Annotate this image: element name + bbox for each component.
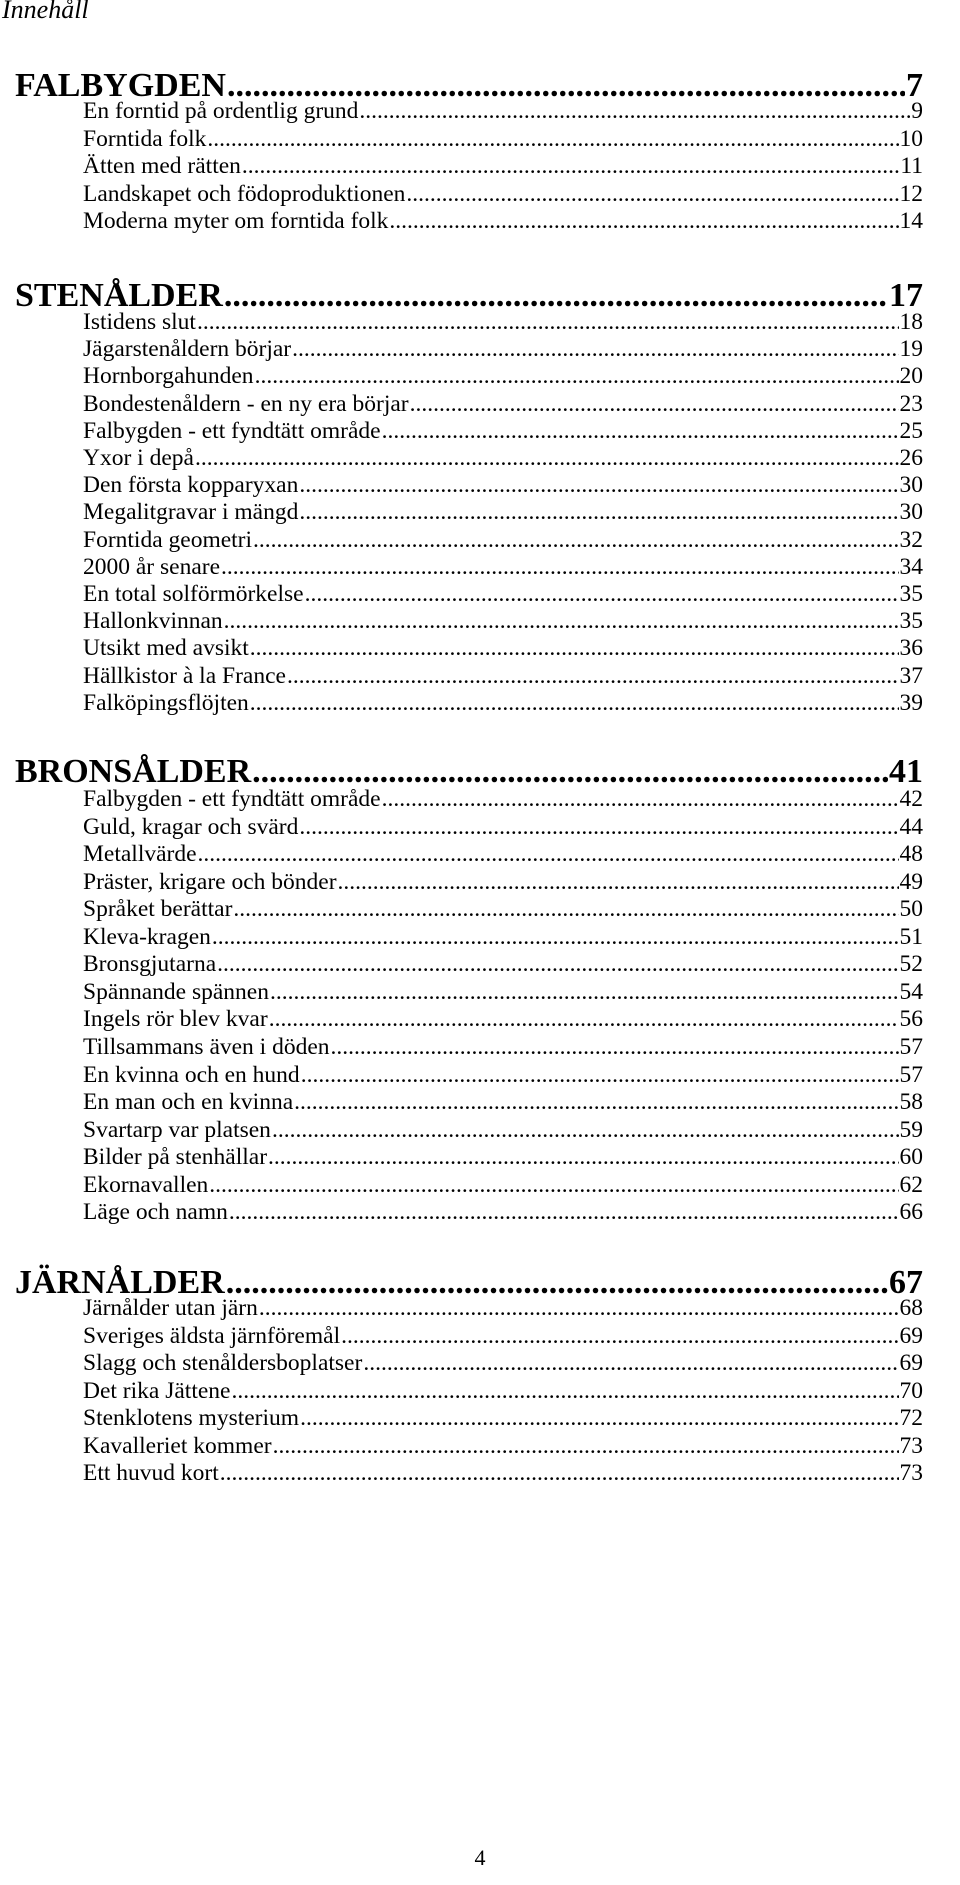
toc-section-entry[interactable] (83, 1377, 923, 1405)
toc-section-entry[interactable] (83, 580, 923, 608)
section-page-number: 52 (899, 951, 923, 978)
dot-leader (338, 868, 899, 896)
chapter-title: JÄRNÅLDER (15, 1264, 225, 1301)
dot-leader (331, 1033, 899, 1061)
toc-section-entry[interactable] (83, 308, 923, 336)
chapter-title: STENÅLDER (15, 277, 223, 314)
section-page-number: 69 (899, 1322, 923, 1349)
dot-leader (299, 498, 898, 526)
dot-leader (410, 390, 899, 418)
section-title: Bilder på stenhällar (83, 1144, 268, 1171)
dot-leader (250, 634, 899, 662)
chapter-page-number: 7 (906, 67, 923, 104)
dot-leader (233, 895, 898, 923)
section-page-number: 32 (899, 526, 923, 553)
dot-leader (221, 553, 898, 581)
dot-leader (389, 207, 898, 235)
section-title: En kvinna och en hund (83, 1061, 300, 1088)
section-title: Sveriges äldsta järnföremål (83, 1322, 341, 1349)
toc-section-entry[interactable] (83, 840, 923, 868)
toc-section-entry[interactable] (83, 634, 923, 662)
section-title: Bondestenåldern - en ny era börjar (83, 390, 409, 417)
toc-section-entry[interactable] (83, 335, 923, 363)
toc-section-entry[interactable] (83, 471, 923, 499)
toc-section-entry[interactable] (83, 180, 923, 208)
toc-section-entry[interactable] (83, 662, 923, 690)
section-title: Språket berättar (83, 896, 233, 923)
dot-leader (253, 526, 898, 554)
toc-section-entry[interactable] (83, 417, 923, 445)
section-page-number: 72 (899, 1405, 923, 1431)
dot-leader (287, 662, 899, 690)
dot-leader (363, 1349, 898, 1377)
toc-section-entry[interactable] (83, 1349, 923, 1377)
dot-leader (294, 1088, 898, 1116)
section-title: 2000 år senare (83, 553, 221, 580)
dot-leader (212, 923, 899, 951)
section-page-number: 35 (899, 608, 923, 635)
section-page-number: 73 (899, 1432, 923, 1459)
dot-leader (209, 1171, 898, 1199)
section-page-number: 11 (900, 153, 923, 179)
dot-leader (250, 689, 899, 717)
section-page-number: 70 (899, 1377, 923, 1404)
toc-section-entry[interactable] (83, 923, 923, 951)
section-page-number: 35 (899, 581, 923, 607)
section-title: En total solförmörkelse (83, 581, 304, 607)
toc-section-entry[interactable] (83, 689, 923, 717)
toc-section-entry[interactable] (83, 152, 923, 180)
section-page-number: 69 (899, 1350, 923, 1376)
toc-section-entry[interactable] (83, 362, 923, 390)
section-page-number: 57 (899, 1033, 923, 1060)
section-title: Metallvärde (83, 841, 197, 868)
dot-leader (242, 152, 899, 180)
section-title: En forntid på ordentlig grund (83, 98, 359, 124)
section-title: Guld, kragar och svärd (83, 813, 299, 840)
section-title: Ingels rör blev kvar (83, 1006, 268, 1033)
toc-section-entry[interactable] (83, 1198, 923, 1226)
section-title: Kavalleriet kommer (83, 1432, 272, 1459)
dot-leader (341, 1322, 898, 1350)
toc-section-entry[interactable] (83, 868, 923, 896)
dot-leader (217, 950, 898, 978)
toc-section-entry[interactable] (83, 553, 923, 581)
toc-section-entry[interactable] (83, 125, 923, 153)
section-title: Bronsgjutarna (83, 951, 217, 978)
section-title: Ätten med rätten (83, 153, 241, 179)
toc-section-entry[interactable] (83, 813, 923, 841)
section-title: Hallonkvinnan (83, 608, 223, 635)
dot-leader (301, 1061, 899, 1089)
section-title: Falbygden - ett fyndtätt område (83, 786, 381, 812)
section-title: Istidens slut (83, 309, 196, 335)
section-title: Svartarp var platsen (83, 1116, 271, 1143)
section-title: Tillsammans även i döden (83, 1033, 330, 1060)
section-page-number: 19 (899, 336, 923, 363)
dot-leader (272, 1116, 899, 1144)
dot-leader (270, 978, 899, 1006)
section-page-number: 68 (899, 1295, 923, 1321)
dot-leader (292, 335, 898, 363)
dot-leader (195, 444, 899, 472)
toc-section-entry[interactable] (83, 785, 923, 813)
section-page-number: 14 (899, 208, 923, 234)
dot-leader (259, 1294, 899, 1322)
section-page-number: 56 (899, 1006, 923, 1033)
toc-section-entry[interactable] (83, 950, 923, 978)
toc-section-entry[interactable] (83, 97, 923, 125)
dot-leader (231, 1377, 898, 1405)
section-title: Ekornavallen (83, 1171, 209, 1198)
section-title: Falköpingsflöjten (83, 689, 249, 716)
toc-section-entry[interactable] (83, 1088, 923, 1116)
dot-leader (382, 785, 899, 813)
section-page-number: 59 (899, 1116, 923, 1143)
section-page-number: 62 (899, 1171, 923, 1198)
section-page-number: 25 (899, 417, 923, 444)
section-page-number: 58 (899, 1089, 923, 1116)
section-page-number: 39 (899, 689, 923, 716)
page-number: 4 (474, 1845, 486, 1870)
section-title: Den första kopparyxan (83, 472, 299, 499)
section-page-number: 73 (899, 1460, 923, 1486)
dot-leader (299, 813, 898, 841)
section-page-number: 30 (899, 499, 923, 526)
section-page-number: 34 (899, 553, 923, 580)
toc-section-entry[interactable] (83, 390, 923, 418)
dot-leader (207, 125, 898, 153)
chapter-page-number: 67 (889, 1264, 923, 1301)
section-page-number: 18 (899, 309, 923, 335)
toc-section-entry[interactable] (83, 1061, 923, 1089)
toc-section-entry[interactable] (83, 1459, 923, 1487)
section-title: Ett huvud kort (83, 1460, 219, 1486)
dot-leader (406, 180, 898, 208)
toc-section-entry[interactable] (83, 1116, 923, 1144)
page-title: Innehåll (2, 0, 89, 24)
section-page-number: 23 (899, 390, 923, 417)
dot-leader (300, 1404, 898, 1432)
dot-leader (273, 1432, 899, 1460)
section-title: Falbygden - ett fyndtätt område (83, 417, 381, 444)
dot-leader (382, 417, 899, 445)
section-page-number: 49 (899, 868, 923, 895)
section-page-number: 57 (899, 1061, 923, 1088)
section-title: Slagg och stenåldersboplatser (83, 1350, 363, 1376)
section-title: Moderna myter om forntida folk (83, 208, 389, 234)
section-page-number: 9 (911, 98, 923, 124)
toc-section-entry[interactable] (83, 526, 923, 554)
toc-section-entry[interactable] (83, 1322, 923, 1350)
section-title: Kleva-kragen (83, 923, 211, 950)
dot-leader (197, 308, 899, 336)
section-title: Utsikt med avsikt (83, 635, 249, 662)
dot-leader (269, 1005, 899, 1033)
toc-section-entry[interactable] (83, 978, 923, 1006)
section-title: Stenklotens mysterium (83, 1405, 300, 1431)
toc-section-entry[interactable] (83, 1404, 923, 1432)
dot-leader (359, 97, 910, 125)
toc-section-entry[interactable] (83, 895, 923, 923)
toc-section-entry[interactable] (83, 1005, 923, 1033)
section-page-number: 44 (899, 813, 923, 840)
section-title: Hällkistor à la France (83, 662, 286, 689)
section-page-number: 60 (899, 1144, 923, 1171)
section-page-number: 54 (899, 978, 923, 1005)
section-title: Järnålder utan järn (83, 1295, 258, 1321)
section-page-number: 42 (899, 786, 923, 812)
dot-leader (268, 1143, 898, 1171)
dot-leader (220, 1459, 899, 1487)
section-title: En man och en kvinna (83, 1089, 294, 1116)
section-page-number: 30 (899, 472, 923, 499)
section-page-number: 48 (899, 841, 923, 868)
section-title: Läge och namn (83, 1199, 228, 1226)
section-title: Det rika Jättene (83, 1377, 231, 1404)
section-page-number: 66 (899, 1199, 923, 1226)
section-page-number: 12 (899, 180, 923, 207)
dot-leader (224, 607, 899, 635)
chapter-title: BRONSÅLDER (15, 753, 252, 790)
section-title: Präster, krigare och bönder (83, 868, 337, 895)
section-title: Hornborgahunden (83, 363, 254, 390)
section-page-number: 51 (899, 923, 923, 950)
toc-section-entry[interactable] (83, 444, 923, 472)
dot-leader (305, 580, 899, 608)
toc-section-entry[interactable] (83, 1033, 923, 1061)
dot-leader (255, 362, 899, 390)
section-title: Forntida folk (83, 125, 207, 152)
toc-section-entry[interactable] (83, 607, 923, 635)
toc-section-entry[interactable] (83, 1294, 923, 1322)
dot-leader (299, 471, 898, 499)
section-page-number: 10 (899, 125, 923, 152)
section-title: Landskapet och födoproduktionen (83, 180, 406, 207)
section-page-number: 20 (899, 363, 923, 390)
section-title: Megalitgravar i mängd (83, 499, 299, 526)
section-title: Yxor i depå (83, 445, 194, 471)
dot-leader (229, 1198, 899, 1226)
dot-leader (198, 840, 899, 868)
chapter-title: FALBYGDEN (15, 67, 226, 104)
chapter-page-number: 41 (889, 753, 923, 790)
section-title: Spännande spännen (83, 978, 269, 1005)
section-title: Forntida geometri (83, 526, 253, 553)
toc-section-entry[interactable] (83, 1432, 923, 1460)
section-page-number: 26 (899, 445, 923, 471)
toc-section-entry[interactable] (83, 207, 923, 235)
section-page-number: 36 (899, 635, 923, 662)
section-page-number: 50 (899, 896, 923, 923)
chapter-page-number: 17 (889, 277, 923, 314)
toc-section-entry[interactable] (83, 1143, 923, 1171)
section-page-number: 37 (899, 662, 923, 689)
section-title: Jägarstenåldern börjar (83, 336, 292, 363)
toc-section-entry[interactable] (83, 498, 923, 526)
toc-section-entry[interactable] (83, 1171, 923, 1199)
